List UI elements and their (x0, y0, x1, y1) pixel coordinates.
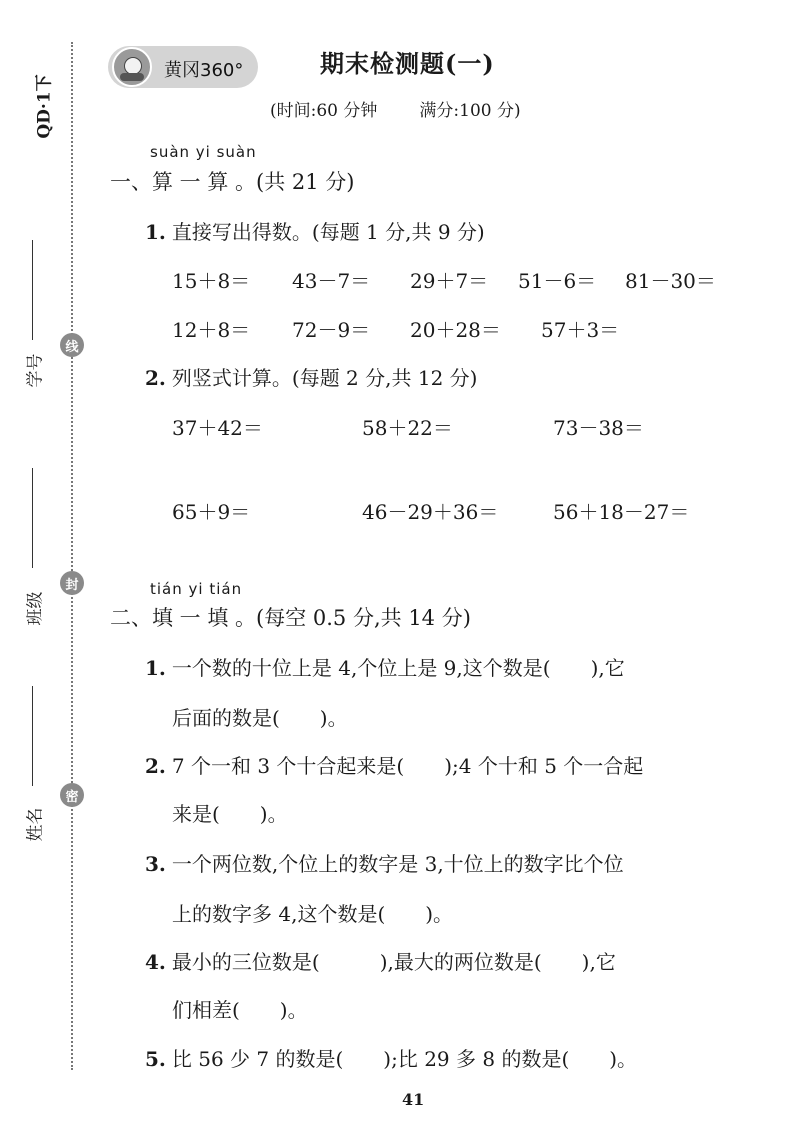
edition-label: QD·1下 (34, 74, 55, 139)
question-number: 5. (145, 1047, 166, 1071)
vertical-calc-expression: 58＋22＝ (362, 416, 453, 440)
mascot-icon (112, 47, 152, 87)
question-text: 比 56 少 7 的数是( );比 29 多 8 的数是( )。 (171, 1047, 638, 1071)
expression: 57＋3＝ (541, 318, 620, 342)
question-text: 直接写出得数。(每题 1 分,共 9 分) (171, 220, 485, 244)
fill-question-1 (145, 652, 625, 681)
fill-question-2 (145, 750, 643, 779)
question-number: 2. (145, 754, 166, 778)
time-limit: (时间:60 分钟 (270, 101, 378, 121)
name-label: 姓名 (25, 807, 46, 842)
student-id-blank[interactable] (32, 240, 33, 340)
question-text-continued: 上的数字多 4,这个数是( )。 (172, 902, 454, 926)
question-text: 一个两位数,个位上的数字是 3,十位上的数字比个位 (171, 852, 624, 876)
question-number: 2. (145, 366, 166, 390)
vertical-calc-expression: 65＋9＝ (172, 500, 251, 524)
section2-heading: 二、填 一 填 。(每空 0.5 分,共 14 分) (110, 606, 471, 630)
name-blank[interactable] (32, 686, 33, 786)
question-1-1 (145, 216, 485, 245)
class-blank[interactable] (32, 468, 33, 568)
fill-question-5 (145, 1043, 637, 1072)
brand-logo (108, 46, 258, 88)
vertical-calc-expression: 73－38＝ (553, 416, 644, 440)
fill-question-4 (145, 946, 616, 975)
page-title: 期末检测题(一) (320, 49, 495, 78)
vertical-calc-expression: 56＋18－27＝ (553, 500, 690, 524)
fill-question-3 (145, 848, 624, 877)
question-1-2 (145, 362, 477, 391)
question-text-continued: 们相差( )。 (172, 998, 308, 1022)
question-number: 4. (145, 950, 166, 974)
expression: 51－6＝ (518, 269, 597, 293)
seal-line-mark: 线 (60, 333, 84, 357)
question-number: 1. (145, 656, 166, 680)
binding-dotted-line (71, 42, 73, 1070)
question-text: 7 个一和 3 个十合起来是( );4 个十和 5 个一合起 (171, 754, 644, 778)
logo-text: 黄冈360° (164, 60, 244, 81)
expression: 15＋8＝ (172, 269, 251, 293)
expression: 12＋8＝ (172, 318, 251, 342)
page-number: 41 (402, 1090, 425, 1109)
vertical-calc-expression: 46－29＋36＝ (362, 500, 499, 524)
full-score: 满分:100 分) (419, 101, 521, 121)
question-text-continued: 来是( )。 (172, 802, 288, 826)
question-number: 3. (145, 852, 166, 876)
question-text: 列竖式计算。(每题 2 分,共 12 分) (171, 366, 478, 390)
section1-heading: 一、算 一 算 。(共 21 分) (110, 170, 355, 194)
question-text: 最小的三位数是( ),最大的两位数是( ),它 (171, 950, 616, 974)
question-text-continued: 后面的数是( )。 (172, 706, 348, 730)
section1-pinyin: suàn yi suàn (150, 143, 257, 161)
exam-info (270, 96, 521, 121)
expression: 43－7＝ (292, 269, 371, 293)
expression: 72－9＝ (292, 318, 371, 342)
vertical-calc-expression: 37＋42＝ (172, 416, 263, 440)
student-id-label: 学号 (25, 353, 46, 388)
question-text: 一个数的十位上是 4,个位上是 9,这个数是( ),它 (171, 656, 625, 680)
class-label: 班级 (25, 591, 46, 626)
section2-pinyin: tián yi tián (150, 580, 243, 598)
expression: 81－30＝ (625, 269, 716, 293)
expression: 20＋28＝ (410, 318, 501, 342)
seal-seal-mark: 封 (60, 571, 84, 595)
seal-secret-mark: 密 (60, 783, 84, 807)
expression: 29＋7＝ (410, 269, 489, 293)
question-number: 1. (145, 220, 166, 244)
